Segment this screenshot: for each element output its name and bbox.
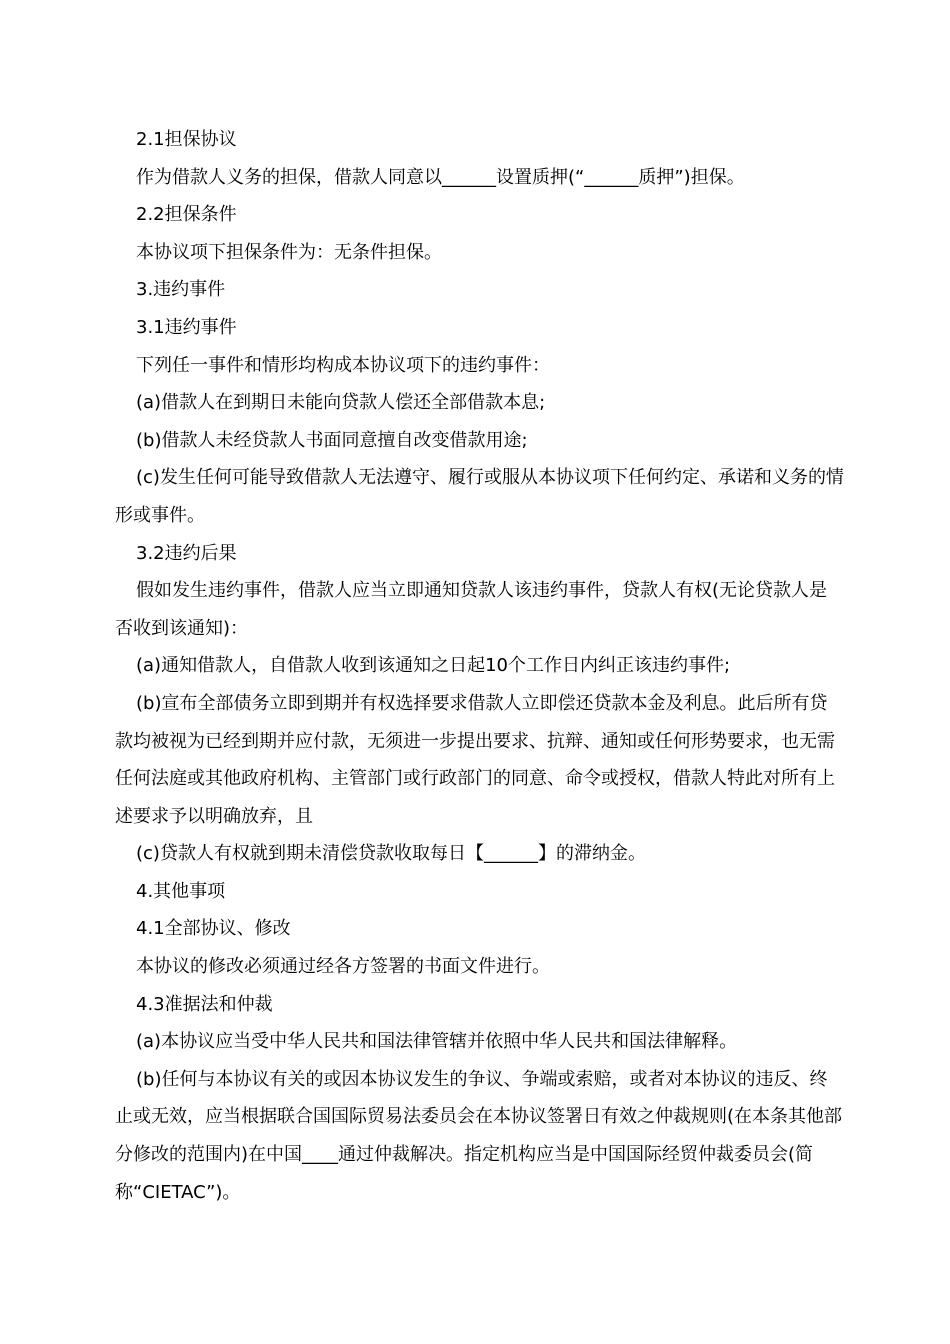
section-heading-4-3: 4.3准据法和仲裁 [136, 993, 273, 1015]
paragraph-amendments: 本协议的修改必须通过经各方签署的书面文件进行。 [136, 956, 550, 978]
section-heading-3: 3.违约事件 [136, 279, 226, 301]
paragraph-default-consequences: 假如发生违约事件，借款人应当立即通知贷款人该违约事件，贷款人有权(无论贷款人是否收到该通知)： [115, 580, 828, 639]
section-heading-3-1: 3.1违约事件 [136, 316, 237, 338]
list-item-consequence-c: (c)贷款人有权就到期未清偿贷款收取每日【______】的滞纳金。 [136, 843, 646, 865]
list-item-default-b: (b)借款人未经贷款人书面同意擅自改变借款用途; [136, 429, 528, 451]
section-heading-2-2: 2.2担保条件 [136, 204, 237, 226]
list-item-consequence-a: (a)通知借款人，自借款人收到该通知之日起10个工作日内纠正该违约事件; [136, 655, 731, 677]
list-item-default-a: (a)借款人在到期日未能向贷款人偿还全部借款本息; [136, 392, 546, 414]
document-body [115, 121, 845, 1211]
list-item-consequence-b: (b)宣布全部债务立即到期并有权选择要求借款人立即偿还贷款本金及利息。此后所有贷款均被视为已经到期并应付款，无须进一步提出要求、抗辩、通知或任何形势要求，也无需任何法庭或其他政府机构、主管部门或行政部门的同意、命令或授权，借款人特此对所有上述要求予以明确放弃，且 [115, 692, 835, 827]
list-item-arbitration-b: (b)任何与本协议有关的或因本协议发生的争议、争端或索赔，或者对本协议的违反、终止或无效，应当根据联合国国际贸易法委员会在本协议签署日有效之仲裁规则(在本条其他部分修改的范围内)在中国____通过仲裁解决。指定机构应当是中国国际经贸仲裁委员会(简称“CIETAC”)。 [115, 1068, 843, 1203]
list-item-governing-law-a: (a)本协议应当受中华人民共和国法律管辖并依照中华人民共和国法律解释。 [136, 1031, 738, 1053]
section-heading-2-1: 2.1担保协议 [136, 129, 237, 150]
paragraph-default-events-intro: 下列任一事件和情形均构成本协议项下的违约事件： [136, 354, 550, 376]
section-heading-4: 4.其他事项 [136, 880, 226, 902]
section-heading-3-2: 3.2违约后果 [136, 542, 237, 564]
paragraph-guarantee-conditions: 本协议项下担保条件为：无条件担保。 [136, 241, 442, 263]
paragraph-guarantee: 作为借款人义务的担保，借款人同意以______设置质押(“______质押”)担保。 [136, 166, 745, 188]
list-item-default-c: (c)发生任何可能导致借款人无法遵守、履行或服从本协议项下任何约定、承诺和义务的情形或事件。 [115, 467, 844, 526]
section-heading-4-1: 4.1全部协议、修改 [136, 918, 291, 940]
